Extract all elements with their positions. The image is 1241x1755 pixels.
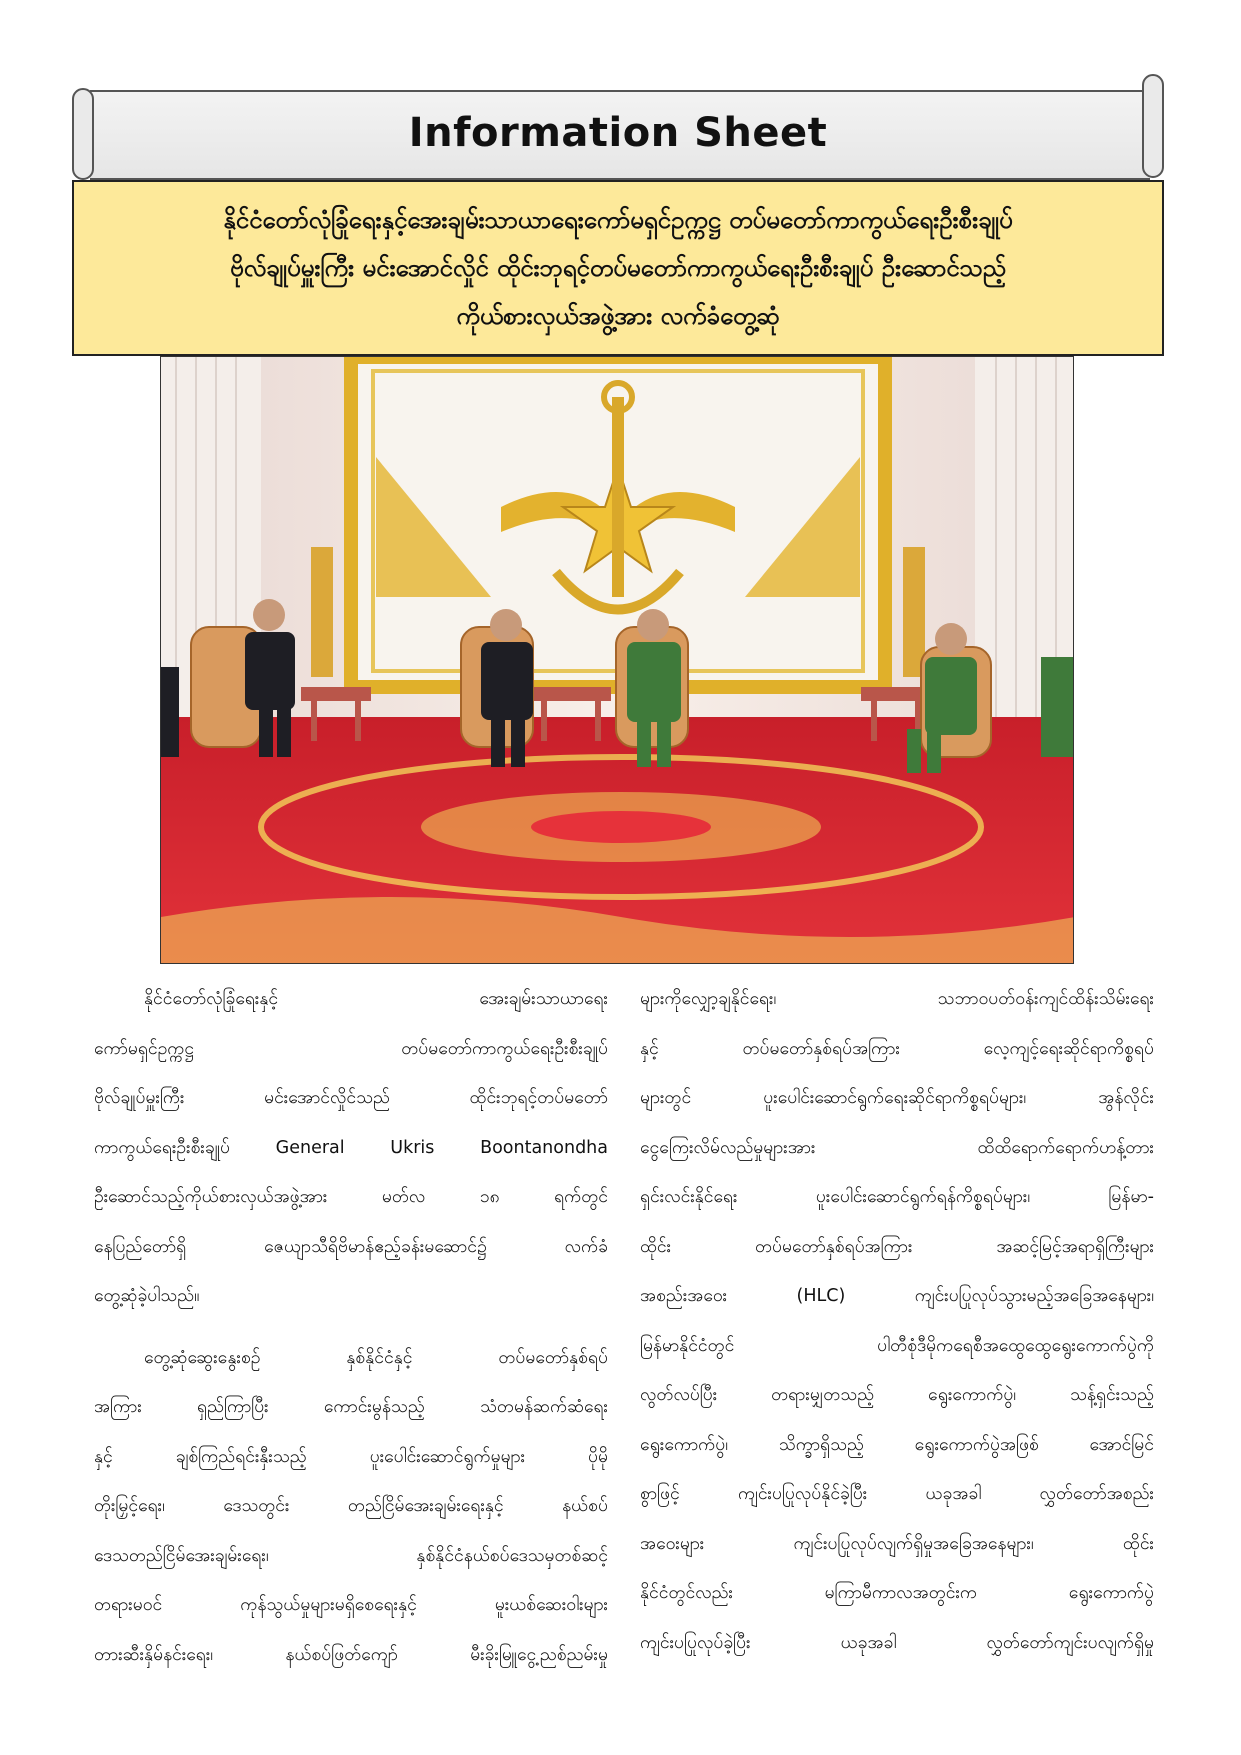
left-line-10: နှင့် ချစ်ကြည်ရင်းနှီးသည့် ပူးပေါင်းဆောင်ရွက်မှုများ ပိုမို: [94, 1446, 608, 1467]
headline-line-2: ဗိုလ်ချုပ်မှူးကြီး မင်းအောင်လှိုင် ထိုင်းဘုရင့်တပ်မတော်ကာကွယ်ရေးဦးစီးချုပ် ဦးဆောင်သည့်: [230, 254, 1006, 282]
right-line-3: များတွင် ပူးပေါင်းဆောင်ရွက်ရေးဆိုင်ရာကိစ္စရပ်များ၊ အွန်လိုင်း: [640, 1088, 1154, 1108]
meeting-photo: [160, 356, 1074, 964]
right-line-14: ကျင်းပပြုလုပ်ခဲ့ပြီး ယခုအခါ လွှတ်တော်ကျင်းပလျက်ရှိမှု: [640, 1632, 1154, 1653]
right-line-8: မြန်မာနိုင်ငံတွင် ပါတီစုံဒီမိုကရေစီအထွေထွေရွေးကောက်ပွဲကို: [640, 1335, 1154, 1356]
body-column-right: [640, 975, 1154, 1668]
right-line-5: ရှင်းလင်းနိုင်ရေး ပူးပေါင်းဆောင်ရွက်ရန်ကိစ္စရပ်များ၊ မြန်မာ-: [640, 1187, 1154, 1207]
right-line-10: ရွေးကောက်ပွဲ၊ သိက္ခာရှိသည့် ရွေးကောက်ပွဲအဖြစ် အောင်မြင်: [640, 1434, 1154, 1455]
right-line-7: အစည်းအဝေး (HLC) ကျင်းပပြုလုပ်သွားမည့်အခြေအနေများ၊: [640, 1286, 1154, 1306]
meeting-photo-illustration: [161, 357, 1074, 964]
left-line-8: တွေ့ဆုံဆွေးနွေးစဉ် နှစ်နိုင်ငံနှင့် တပ်မတော်နှစ်ရပ်: [144, 1347, 608, 1368]
left-line-3: ဗိုလ်ချုပ်မှူးကြီး မင်းအောင်လှိုင်သည် ထိုင်းဘုရင့်တပ်မတော်: [94, 1088, 608, 1108]
left-line-12: ဒေသတည်ငြိမ်အေးချမ်းရေး၊ နှစ်နိုင်ငံနယ်စပ်ဒေသမှတစ်ဆင့်: [94, 1545, 608, 1566]
left-line-11: တိုးမြှင့်ရေး၊ ဒေသတွင်း တည်ငြိမ်အေးချမ်းရေးနှင့် နယ်စပ်: [94, 1496, 608, 1516]
title-banner: [72, 88, 1164, 180]
right-line-4: ငွေကြေးလိမ်လည်မှုများအား ထိထိရောက်ရောက်ဟန့်တား: [640, 1137, 1154, 1158]
left-line-1: နိုင်ငံတော်လုံခြုံရေးနှင့် အေးချမ်းသာယာရေး: [144, 989, 608, 1009]
headline-line-3: ကိုယ်စားလှယ်အဖွဲ့အား လက်ခံတွေ့ဆုံ: [456, 302, 780, 330]
body-column-left: [94, 975, 608, 1680]
left-line-7: တွေ့ဆုံခဲ့ပါသည်။: [94, 1286, 200, 1306]
headline-line-1: နိုင်ငံတော်လုံခြုံရေးနှင့်အေးချမ်းသာယာရေးကော်မရှင်ဥက္ကဋ္ဌ တပ်မတော်ကာကွယ်ရေးဦးစီးချုပ်: [223, 206, 1013, 234]
left-line-4: ကာကွယ်ရေးဦးစီးချုပ် General Ukris Boontanondha: [94, 1137, 608, 1158]
right-line-2: နှင့် တပ်မတော်နှစ်ရပ်အကြား လေ့ကျင့်ရေးဆိုင်ရာကိစ္စရပ်: [640, 1038, 1154, 1059]
right-line-1: များကိုလျှော့ချနိုင်ရေး၊ သဘာဝပတ်ဝန်းကျင်ထိန်းသိမ်းရေး: [640, 989, 1154, 1009]
left-line-14: တားဆီးနှိမ်နင်းရေး၊ နယ်စပ်ဖြတ်ကျော် မီးခိုးမြူငွေ့ညစ်ညမ်းမှု: [94, 1644, 608, 1665]
headline-box: [72, 180, 1164, 356]
left-line-2: ကော်မရှင်ဥက္ကဋ္ဌ တပ်မတော်ကာကွယ်ရေးဦးစီးချုပ်: [94, 1038, 608, 1059]
left-line-9: အကြား ရှည်ကြာပြီး ကောင်းမွန်သည့် သံတမန်ဆက်ဆံရေး: [94, 1397, 608, 1417]
right-line-12: အဝေးများ ကျင်းပပြုလုပ်လျက်ရှိမှုအခြေအနေများ၊ ထိုင်း: [640, 1533, 1154, 1554]
left-line-6: နေပြည်တော်ရှိ ဇေယျာသီရိဗိမာန်ဧည့်ခန်းမဆောင်၌ လက်ခံ: [94, 1236, 608, 1257]
page-title: Information Sheet: [408, 110, 828, 156]
right-line-11: စွာဖြင့် ကျင်းပပြုလုပ်နိုင်ခဲ့ပြီး ယခုအခါ လွှတ်တော်အစည်း: [640, 1484, 1154, 1504]
left-line-5: ဦးဆောင်သည့်ကိုယ်စားလှယ်အဖွဲ့အား မတ်လ ၁၈ ရက်တွင်: [94, 1187, 608, 1207]
right-line-13: နိုင်ငံတွင်လည်း မကြာမီကာလအတွင်းက ရွေးကောက်ပွဲ: [640, 1583, 1154, 1603]
left-line-13: တရားမဝင် ကုန်သွယ်မှုများမရှိစေရေးနှင့် မူးယစ်ဆေးဝါးများ: [94, 1595, 608, 1615]
right-line-9: လွတ်လပ်ပြီး တရားမျှတသည့် ရွေးကောက်ပွဲ၊ သန့်ရှင်းသည့်: [640, 1385, 1154, 1405]
right-line-6: ထိုင်း တပ်မတော်နှစ်ရပ်အကြား အဆင့်မြင့်အရာရှိကြီးများ: [640, 1236, 1154, 1257]
